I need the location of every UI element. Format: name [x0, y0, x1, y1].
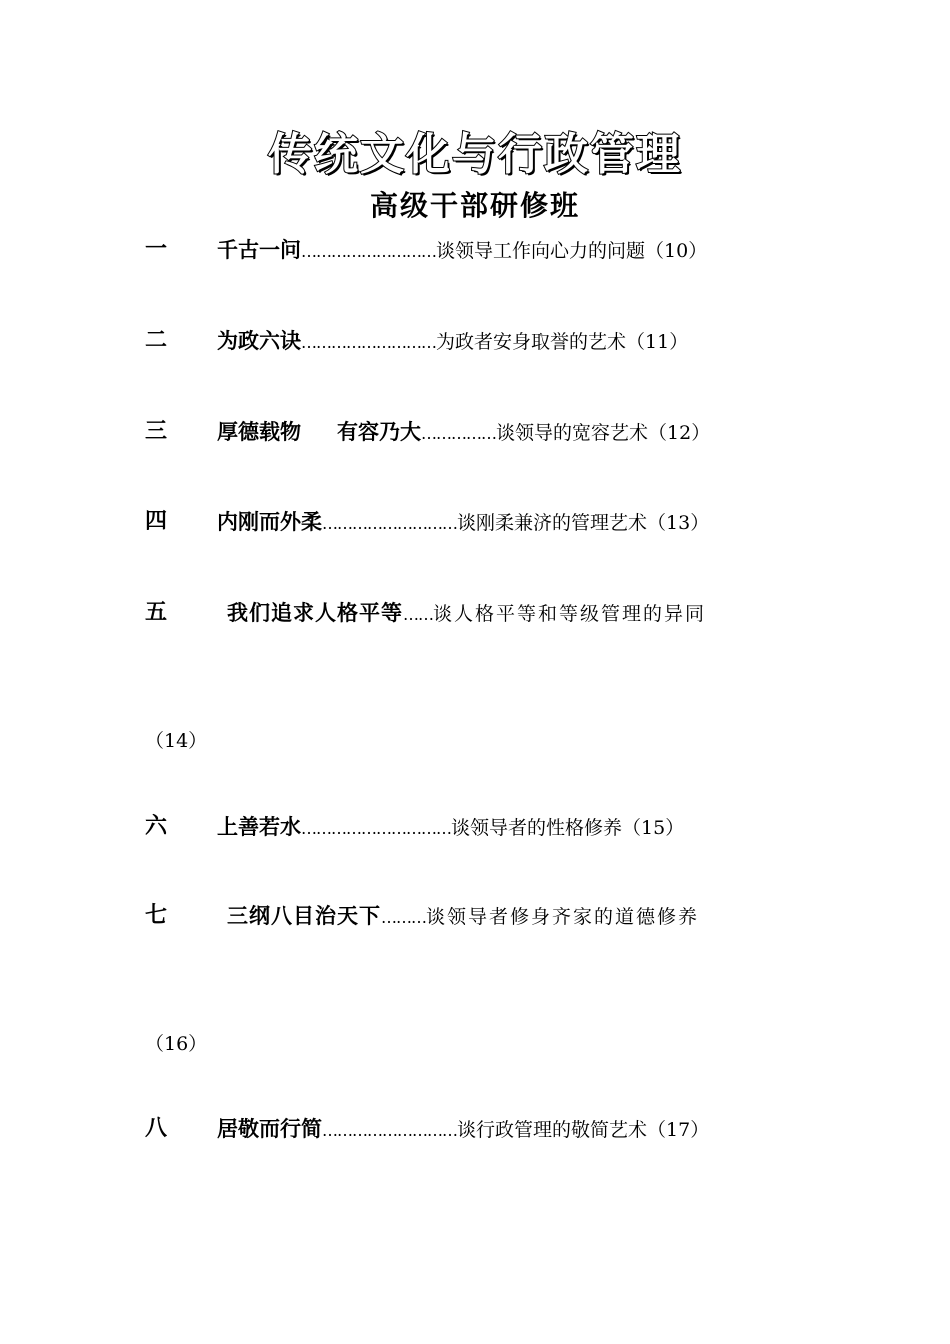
toc-main-title: 为政六诀………………………为政者安身取誉的艺术（11） [217, 329, 689, 353]
document-subtitle: 高级干部研修班 [369, 189, 580, 222]
toc-number: 七 [145, 903, 168, 928]
toc-main-title-part2: 有容乃大 [337, 420, 421, 444]
toc-number: 四 [145, 509, 168, 534]
toc-leader: …… [403, 605, 433, 624]
document-title: 传统文化与行政管理 [268, 129, 682, 180]
toc-number: 八 [145, 1116, 168, 1141]
toc-number: 五 [145, 600, 168, 625]
toc-main-title: 上善若水…………………………谈领导者的性格修养（15） [217, 815, 685, 839]
toc-description: 谈领导者的性格修养 [451, 817, 623, 839]
toc-description: 为政者安身取誉的艺术 [436, 331, 627, 353]
toc-main-title: 三纲八目治天下………谈领导者修身齐家的道德修养 [227, 904, 700, 928]
toc-leader: ……………………… [301, 333, 436, 352]
toc-page: （11） [626, 331, 689, 353]
toc-page: （14） [145, 730, 208, 752]
toc-description: 谈领导工作向心力的问题 [436, 240, 646, 262]
toc-main-title: 我们追求人格平等……谈人格平等和等级管理的异同 [227, 601, 707, 625]
toc-description: 谈领导者修身齐家的道德修养 [426, 906, 700, 928]
toc-leader: …………… [421, 424, 496, 443]
toc-number: 三 [145, 419, 168, 444]
toc-leader: ……………………… [322, 514, 457, 533]
toc-page: （12） [648, 422, 711, 444]
toc-main-title: 厚德载物 有容乃大……………谈领导的宽容艺术（12） [217, 420, 711, 444]
toc-description: 谈行政管理的敬简艺术 [457, 1119, 648, 1141]
toc-page: （15） [622, 817, 685, 839]
toc-leader: ……………………… [322, 1121, 457, 1140]
toc-page: （10） [645, 240, 708, 262]
toc-description: 谈刚柔兼济的管理艺术 [457, 512, 648, 534]
toc-main-title: 千古一问………………………谈领导工作向心力的问题（10） [217, 238, 708, 262]
toc-number: 二 [145, 328, 168, 353]
toc-number: 一 [145, 237, 168, 262]
toc-main-title: 居敬而行简………………………谈行政管理的敬简艺术（17） [217, 1117, 710, 1141]
toc-description: 谈领导的宽容艺术 [496, 422, 649, 444]
toc-page: （17） [647, 1119, 710, 1141]
toc-leader: ……………………… [301, 242, 436, 261]
toc-leader: ………………………… [301, 819, 451, 838]
toc-leader: ……… [381, 908, 426, 927]
toc-main-title: 内刚而外柔………………………谈刚柔兼济的管理艺术（13） [217, 510, 710, 534]
toc-number: 六 [145, 814, 168, 839]
toc-page: （16） [145, 1033, 208, 1055]
toc-description: 谈人格平等和等级管理的异同 [433, 603, 707, 625]
toc-page: （13） [647, 512, 710, 534]
